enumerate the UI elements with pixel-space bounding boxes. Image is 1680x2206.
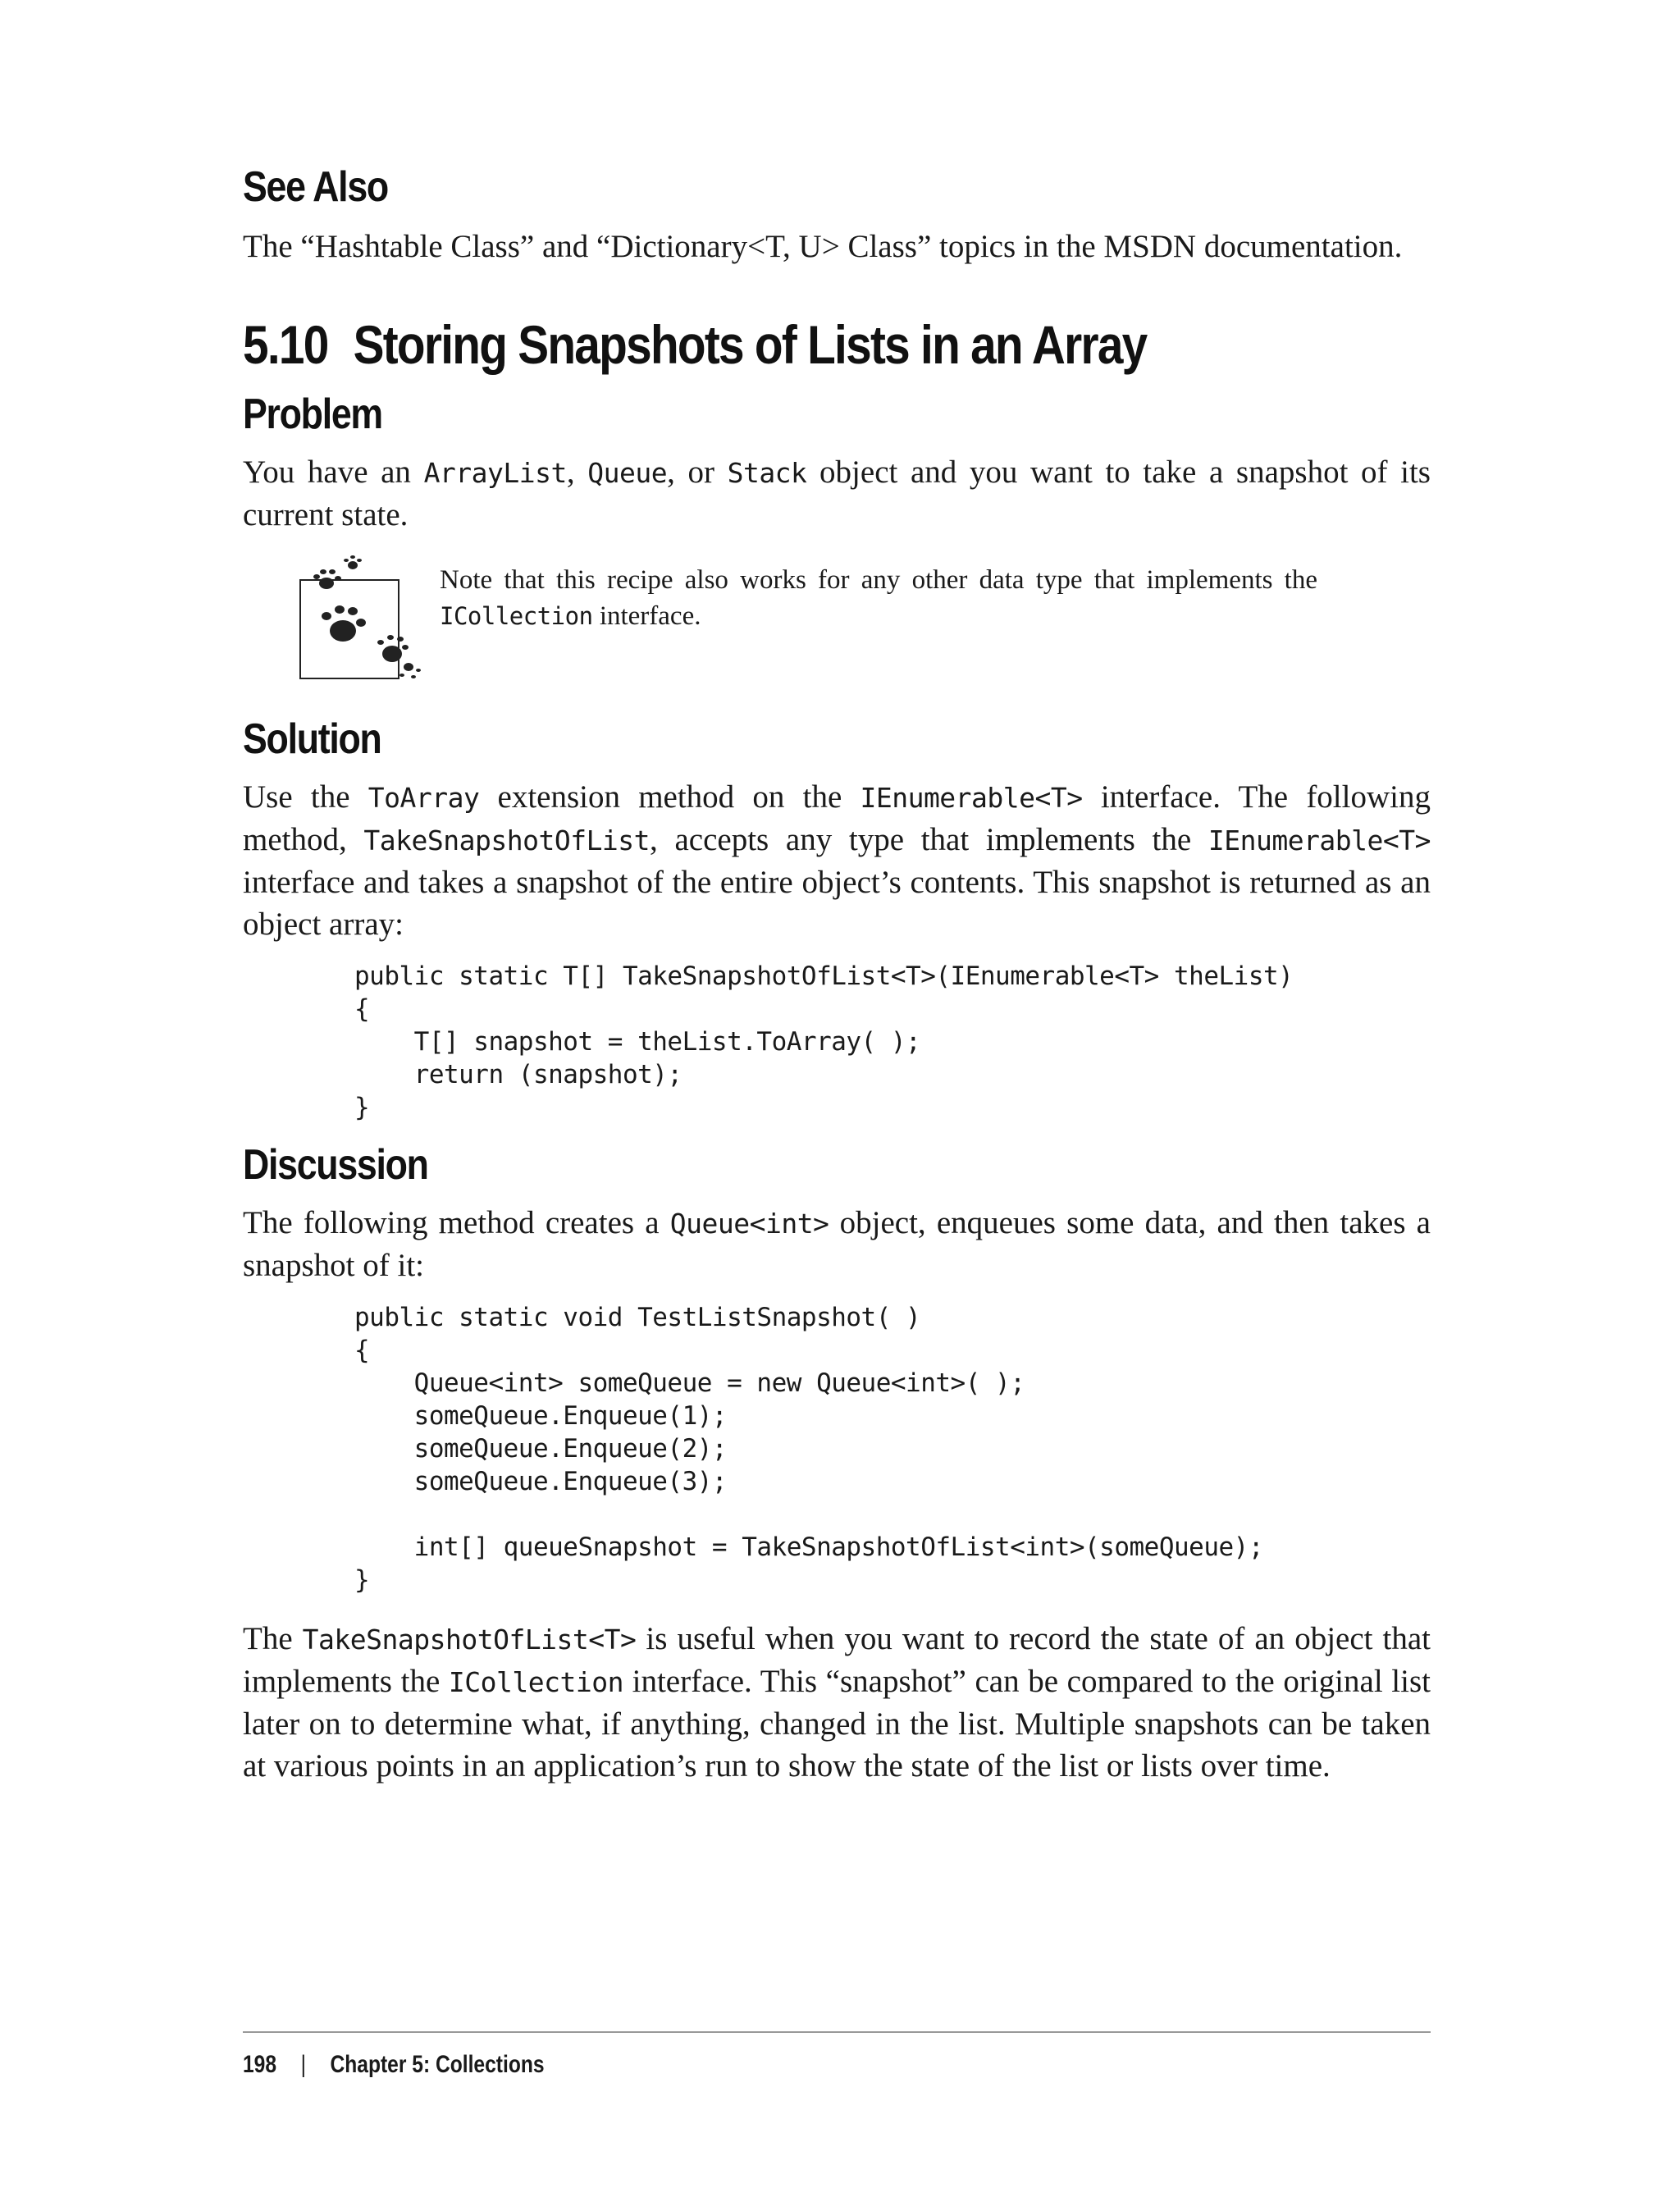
discussion-text-1: The following method creates a Queue<int> object, enqueues some data, and then takes a snapshot of it:	[243, 1205, 1431, 1284]
problem-heading: Problem	[243, 390, 382, 438]
page-content	[243, 164, 1431, 1787]
page-number: 198	[243, 2051, 277, 2078]
recipe-title	[243, 315, 1264, 375]
discussion-heading: Discussion	[243, 1141, 428, 1190]
solution-heading: Solution	[243, 715, 381, 763]
solution-code-block: public static T[] TakeSnapshotOfList<T>(IEnumerable<T> theList) { T[] snapshot = theList.ToArray( ); return (snapshot); }	[354, 961, 1294, 1123]
recipe-number: 5.10	[243, 314, 328, 376]
tracks-icon	[294, 552, 425, 683]
problem-text: You have an ArrayList, Queue, or Stack object and you want to take a snapshot of its current state.	[243, 454, 1431, 532]
footer-text	[243, 2051, 1217, 2079]
see-also-heading: See Also	[243, 163, 388, 211]
recipe-title-text: Storing Snapshots of Lists in an Array	[353, 314, 1147, 376]
see-also-text: The “Hashtable Class” and “Dictionary<T, U> Class” topics in the MSDN documentation.	[243, 229, 1403, 265]
chapter-label: Chapter 5: Collections	[330, 2051, 545, 2078]
page-footer	[243, 2031, 1431, 2079]
note-text: Note that this recipe also works for any other data type that implements the ICollection interface.	[440, 564, 1317, 631]
note-box	[243, 547, 1431, 687]
discussion-code-block: public static void TestListSnapshot( ) { Queue<int> someQueue = new Queue<int>( ); someQueue.Enqueue(1); someQueue.Enqueue(2); someQueue.Enqueue(3); int[] queueSnapshot = TakeSnapshotOfList<int>(someQueue); }	[354, 1303, 1263, 1596]
footer-separator: |	[300, 2051, 306, 2078]
solution-text: Use the ToArray extension method on the IEnumerable<T> interface. The following method, TakeSnapshotOfList, accepts any type that implements the IEnumerable<T> interface and takes a snapshot of the entire object’s contents. This snapshot is returned as an object array:	[243, 779, 1431, 943]
discussion-text-2: The TakeSnapshotOfList<T> is useful when you want to record the state of an object that implements the ICollection interface. This “snapshot” can be compared to the original list later on to determine what, if anything, changed in the list. Multiple snapshots can be taken at various points in an application’s run to show the state of the list or lists over time.	[243, 1621, 1431, 1784]
